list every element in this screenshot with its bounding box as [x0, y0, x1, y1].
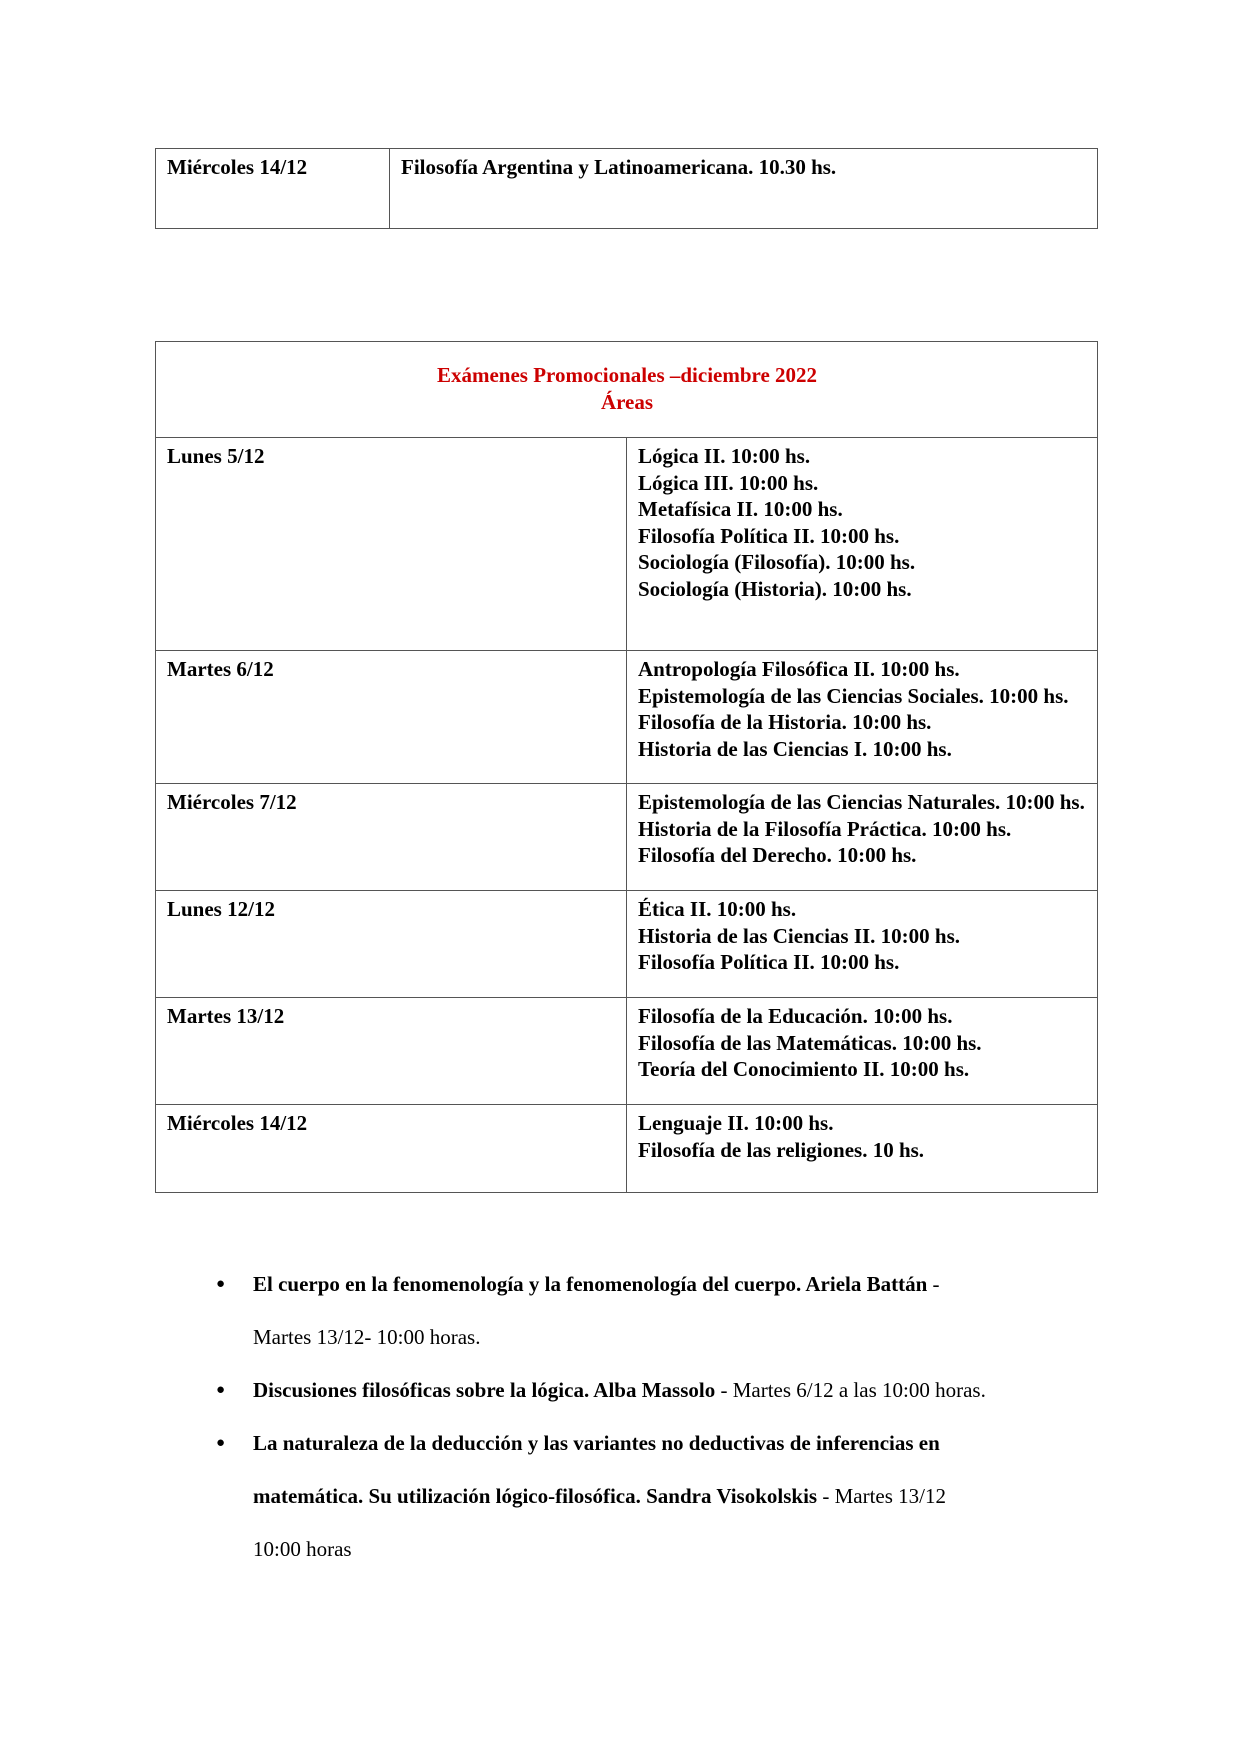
- subjects-cell: [627, 1105, 1098, 1193]
- subject-line: Epistemología de las Ciencias Sociales. 10:00 hs.: [638, 683, 1069, 708]
- seminar-schedule-line: 10:00 horas: [253, 1537, 352, 1561]
- subject-line: Filosofía del Derecho. 10:00 hs.: [638, 843, 917, 867]
- subject-line: Filosofía de las religiones. 10 hs.: [638, 1137, 925, 1162]
- bullet-icon: ●: [216, 1276, 226, 1292]
- seminar-title: El cuerpo en la fenomenología y la fenomenología del cuerpo. Ariela Battán: [253, 1272, 928, 1296]
- subject-line: Sociología (Filosofía). 10:00 hs.: [638, 550, 916, 574]
- table-row: [156, 1105, 1098, 1193]
- subject-line: Filosofía de las Matemáticas. 10:00 hs.: [638, 1030, 982, 1055]
- subject-line: Ética II. 10:00 hs.: [638, 897, 797, 921]
- subject-line: Filosofía Política II. 10:00 hs.: [638, 950, 900, 974]
- day-cell: Martes 6/12: [156, 651, 627, 784]
- table-title-line1: Exámenes Promocionales –diciembre 2022: [436, 363, 818, 387]
- seminars-list: [216, 1258, 1116, 1576]
- list-item: [216, 1364, 1116, 1417]
- day-cell: Lunes 5/12: [156, 438, 627, 651]
- subject-line: Filosofía Política II. 10:00 hs.: [638, 523, 900, 548]
- day-cell: Lunes 12/12: [156, 891, 627, 998]
- seminar-schedule: - Martes 13/12: [817, 1484, 947, 1508]
- seminar-line: [253, 1417, 1116, 1470]
- seminar-schedule-line: Martes 13/12- 10:00 horas.: [253, 1325, 481, 1349]
- seminar-schedule: - Martes 6/12 a las 10:00 horas.: [715, 1378, 986, 1402]
- subjects-cell: [627, 784, 1098, 891]
- subject-line: Filosofía de la Historia. 10:00 hs.: [638, 710, 932, 734]
- table-title: [156, 342, 1098, 438]
- bullet-icon: ●: [216, 1435, 226, 1451]
- promo-exams-table: [155, 341, 1098, 1193]
- subject-line: Historia de la Filosofía Práctica. 10:00 hs.: [638, 816, 1012, 841]
- subject-line: Historia de las Ciencias II. 10:00 hs.: [638, 923, 961, 948]
- subject-line: Teoría del Conocimiento II. 10:00 hs.: [638, 1057, 970, 1081]
- list-item: [216, 1417, 1116, 1576]
- table-title-row: [156, 342, 1098, 438]
- subjects-cell: [390, 149, 1098, 229]
- seminar-title: matemática. Su utilización lógico-filosófica. Sandra Visokolskis: [253, 1484, 818, 1508]
- seminar-line: [253, 1258, 1116, 1311]
- subject-line: Historia de las Ciencias I. 10:00 hs.: [638, 736, 952, 761]
- subject-line: Lógica II. 10:00 hs.: [638, 444, 811, 468]
- subjects-cell: [627, 998, 1098, 1105]
- subject-line: Antropología Filosófica II. 10:00 hs.: [638, 657, 960, 681]
- table-row: [156, 438, 1098, 651]
- seminar-line: [253, 1364, 1116, 1417]
- seminar-title: Discusiones filosóficas sobre la lógica. Alba Massolo: [253, 1378, 716, 1402]
- subject-line: Sociología (Historia). 10:00 hs.: [638, 576, 912, 601]
- table-row: [156, 784, 1098, 891]
- subject-line: Epistemología de las Ciencias Naturales. 10:00 hs.: [638, 790, 1085, 814]
- day-cell: Miércoles 7/12: [156, 784, 627, 891]
- table-row: [156, 149, 1098, 229]
- seminar-line: [253, 1470, 1116, 1523]
- subjects-cell: [627, 891, 1098, 998]
- day-cell: Miércoles 14/12: [156, 1105, 627, 1193]
- list-item: [216, 1258, 1116, 1364]
- subject-line: Lenguaje II. 10:00 hs.: [638, 1111, 834, 1135]
- seminar-title: La naturaleza de la deducción y las variantes no deductivas de inferencias en: [253, 1431, 940, 1455]
- schedule-table-top: [155, 148, 1098, 229]
- day-cell: Miércoles 14/12: [156, 149, 390, 229]
- table-row: [156, 998, 1098, 1105]
- seminar-schedule: -: [927, 1272, 940, 1296]
- subject-line: Metafísica II. 10:00 hs.: [638, 497, 843, 521]
- table-title-line2: Áreas: [600, 389, 654, 414]
- subject-line: Lógica III. 10:00 hs.: [638, 470, 819, 495]
- day-cell: Martes 13/12: [156, 998, 627, 1105]
- subject-line: Filosofía Argentina y Latinoamericana. 10.30 hs.: [401, 155, 837, 179]
- bullet-icon: ●: [216, 1382, 226, 1398]
- subject-line: Filosofía de la Educación. 10:00 hs.: [638, 1004, 953, 1028]
- table-row: [156, 651, 1098, 784]
- subjects-cell: [627, 651, 1098, 784]
- subjects-cell: [627, 438, 1098, 651]
- table-row: [156, 891, 1098, 998]
